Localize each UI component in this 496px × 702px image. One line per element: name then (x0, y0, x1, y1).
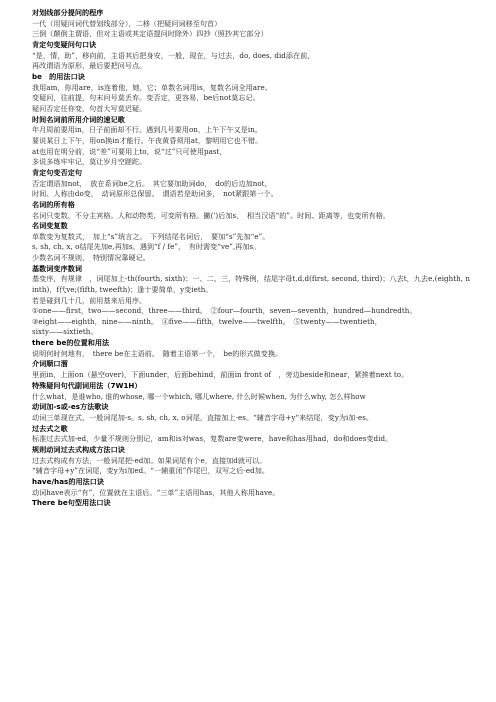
text-line: sixty——sixtieth。 (32, 327, 98, 337)
text-line: 疑问否定任你变，句首大写莫迟疑。 (32, 103, 147, 113)
section-heading: 动词加-s或-es方法歌诀 (32, 402, 109, 412)
section-heading: 时间名词前所用介词的速记歌 (32, 114, 125, 124)
text-line: 名词只变数，不分主宾格。人和动物类，可变所有格。撇(')后加s， 相当汉语“的”。时间、距离等，也变所有格。 (32, 210, 391, 220)
text-line: 动词have表示“有”，位置就在主语后。“三单”主语用has，其他人称用have。 (32, 487, 280, 497)
text-line: 否定谓语加not， 放在系词be之后。 其它要加助词do， do的后边加not， (32, 178, 272, 188)
section-heading: there be的位置和用法 (32, 338, 110, 348)
section-heading: 名词的所有格 (32, 199, 75, 209)
text-line: 标准过去式加-ed，少量不规则分别记，am和is对was，复数are变were，have和has用had，do和does变did。 (32, 434, 393, 444)
section-heading: There be句型用法口诀 (32, 498, 111, 508)
text-line: 动词三单现在式，一般词尾加-s。s, sh, ch, x, o词尾，直接加上-es。“辅音字母+y“来结尾，变y为i加-es。 (32, 413, 374, 422)
text-line: 变疑问，往前提，句末问号莫丢弃。变否定，更容易，be后not莫忘记。 (32, 93, 260, 103)
text-line: 说明何时何地有， there be在主语前。 随着主语第一个， be的形式做变换。 (32, 348, 283, 358)
text-line: 再改谓语为原形，最后要把问号点。 (32, 61, 147, 71)
section-heading: 介词顺口溜 (32, 359, 68, 369)
text-line: 一代（用疑问词代替划线部分），二移（把疑问词移至句首） (32, 18, 222, 28)
text-line: ③eight——eighth，nine——ninth。 ④five——fifth，twelve——twelfth。 ⑤twenty——twentieth， (32, 316, 382, 326)
section-heading: have/has的用法口诀 (32, 476, 105, 486)
section-heading: 肯定句变疑问句口诀 (32, 39, 97, 49)
text-line: 少数名词不规则， 特别情况靠硬记。 (32, 253, 150, 263)
section-heading: 基数词变序数词 (32, 263, 83, 273)
text-line: 单数变为复数式， 加上“s”统言之。 下列结尾名词后， 要加“s”先加“e”。 (32, 231, 270, 241)
text-line: 三倒（颠倒主谓语，但对主语或其定语提问时除外）四抄（照抄其它部分） (32, 29, 268, 39)
section-heading: 对划线部分提问的程序 (32, 8, 104, 17)
section-heading: be 的用法口诀 (32, 71, 85, 81)
text-line: “辅音字母+y”在词尾，变y为i加ed。“一辅重闭”作尾巴，双写之后-ed加。 (32, 466, 269, 476)
text-line: 要说某日上下午，用on换in才能行。午夜黄昏须用at，黎明用它也不错。 (32, 135, 263, 145)
section-heading: 规则动词过去式构成方法口诀 (32, 444, 125, 454)
text-line: 里面in，上面on（悬空over)，下面under，后面behind，前面in front of ，旁边beside和near，紧挨着next to。 (32, 370, 409, 380)
text-line: at也用在明分前，说“差”可要用上to，说“过”只可使用past， (32, 146, 227, 156)
text-line: 年月周前要用in，日子前面却不行。遇到几号要用on，上午下午又是in。 (32, 125, 262, 135)
text-line: “是，情，助”，移向前，主语其后把身安，一般，现在，与过去，do, does, did添在前， (32, 50, 315, 60)
text-line: 时间、人称由do变， 动词原形总保留。 谓语若是助词多， not紧跟第一个。 (32, 189, 278, 199)
text-line: 我用am，你用are，is连着他，她，它；单数名词用is，复数名词全用are。 (32, 82, 272, 92)
section-heading: 特殊疑问句代副词用法（7W1H） (32, 380, 142, 390)
text-line: 过去式构成有方法，一般词尾把-ed加。如果词尾有个e，直接加d就可以。 (32, 455, 267, 465)
text-line: 基变序，有规律 ，词尾加上-th(fourth, sixth)；一、二、三，特殊例，结尾字母t,d,d(first, second, third)；八去t，九去e,(eighth, ninth)，f代ve;(fifth, tweefth)；逢十要简单，y变ieth。 (32, 274, 470, 295)
text-line: ①one——first，two——second，three——third。 ②four—fourth，seven—seventh，hundred—hundredth。 (32, 306, 417, 316)
text-line: 多说多练牢牢记，莫让岁月空蹉跎。 (32, 157, 147, 167)
text-line: 什么what，是谁who, 谁的whose, 哪一个which, 哪儿where, 什么时候when, 为什么why, 怎么样how (32, 391, 366, 401)
section-heading: 肯定句变否定句 (32, 167, 83, 177)
text-line: s, sh, ch, x, o结尾先加e,再加s。遇到“f / fe”， 有时需变“ve”,再加s。 (32, 242, 261, 252)
section-heading: 名词变复数 (32, 221, 68, 231)
section-heading: 过去式之歌 (32, 423, 68, 433)
text-line: 若是碰到几十几，前用基来后用序。 (32, 295, 147, 305)
